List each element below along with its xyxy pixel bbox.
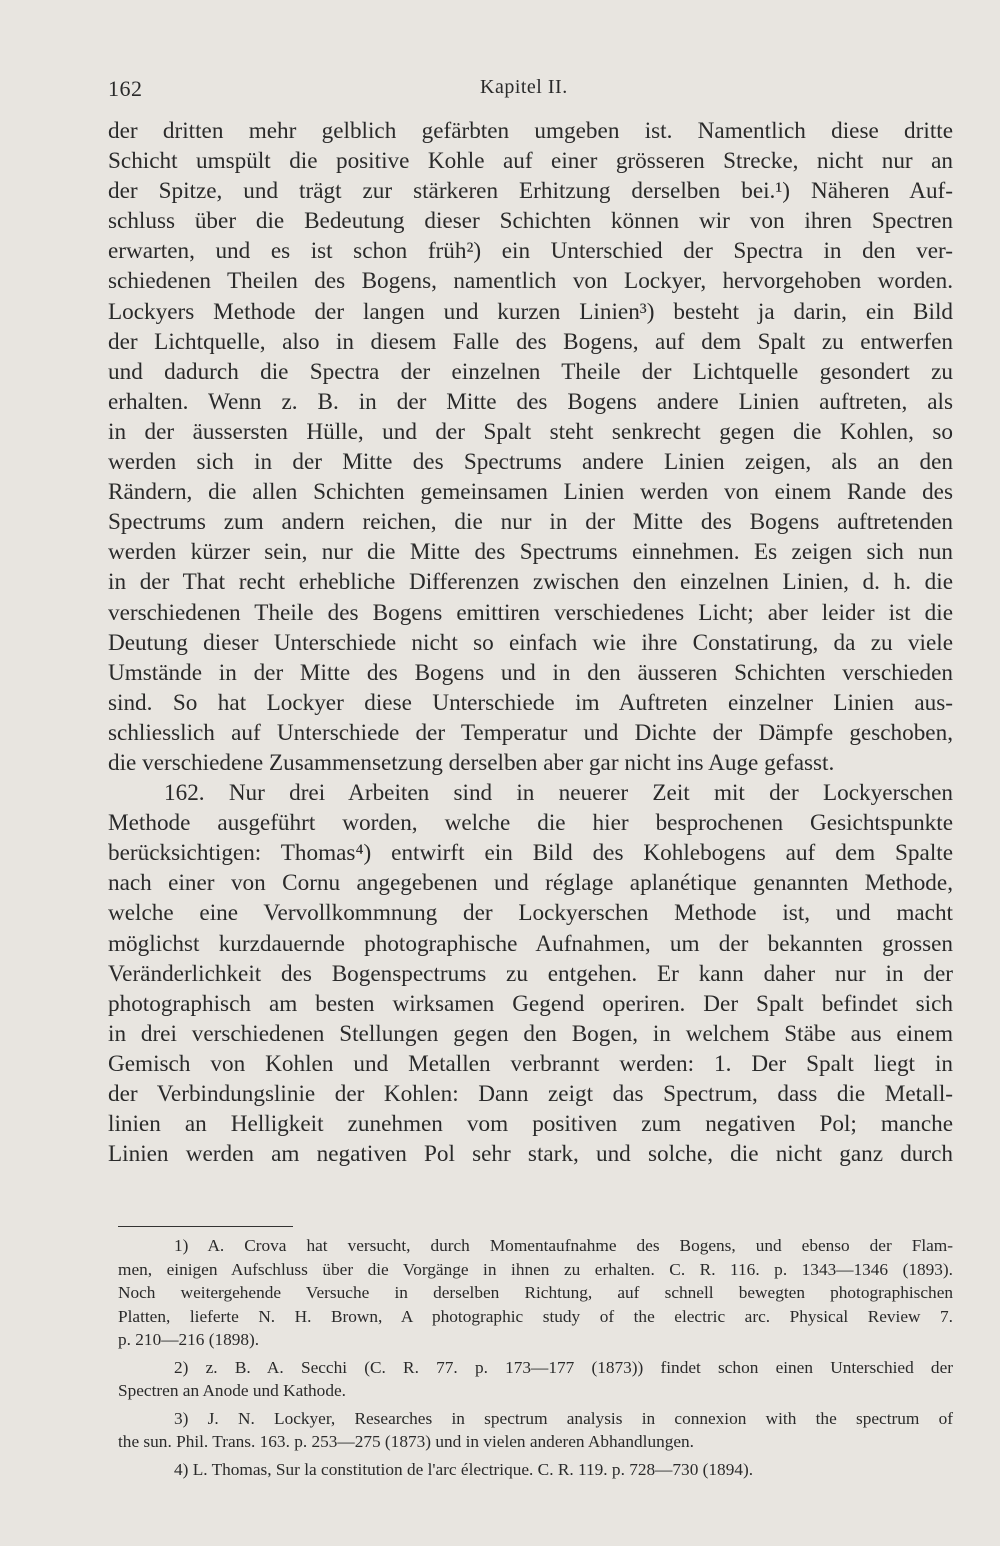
footnote-1-line: Noch weitergehende Versuche in derselben Richtung, auf schnell bewegten photographischen xyxy=(118,1283,953,1302)
body-line: Methode ausgeführt worden, welche die hier besprochenen Gesichtspunkte xyxy=(108,810,953,837)
body-line: sind. So hat Lockyer diese Unterschiede im Auftreten einzelner Linien aus- xyxy=(108,689,953,716)
body-line: und dadurch die Spectra der einzelnen Theile der Lichtquelle gesondert zu xyxy=(108,358,953,385)
footnote-1-line: Platten, lieferte N. H. Brown, A photographic study of the electric arc. Physical Review 7. xyxy=(118,1306,953,1326)
body-line: werden sich in der Mitte des Spectrums andere Linien zeigen, als an den xyxy=(108,449,953,476)
body-line: Schicht umspült die positive Kohle auf einer grösseren Strecke, nicht nur an xyxy=(108,148,953,175)
body-line: der Spitze, und trägt zur stärkeren Erhitzung derselben bei.¹) Näheren Auf- xyxy=(108,178,953,205)
body-line: werden kürzer sein, nur die Mitte des Spectrums einnehmen. Es zeigen sich nun xyxy=(108,539,953,566)
footnote-2-line: Spectren an Anode und Kathode. xyxy=(118,1381,346,1400)
footnote-1-line: 1) A. Crova hat versucht, durch Momentaufnahme des Bogens, und ebenso der Flam- xyxy=(174,1236,953,1255)
body-line: schliesslich auf Unterschiede der Temperatur und Dichte der Dämpfe geschoben, xyxy=(108,719,953,746)
body-line: Lockyers Methode der langen und kurzen Linien³) besteht ja darin, ein Bild xyxy=(108,298,953,325)
body-line: erhalten. Wenn z. B. in der Mitte des Bogens andere Linien auftreten, als xyxy=(108,388,953,415)
footnote-1-line: men, einigen Aufschluss über die Vorgänge in ihnen zu erhalten. C. R. 116. p. 1343—1346 (1893). xyxy=(118,1259,953,1279)
body-line: photographisch am besten wirksamen Gegend operiren. Der Spalt befindet sich xyxy=(108,990,953,1017)
body-line: in der That recht erhebliche Differenzen zwischen den einzelnen Linien, d. h. die xyxy=(108,569,953,596)
body-line: schluss über die Bedeutung dieser Schichten können wir von ihren Spectren xyxy=(108,208,953,235)
footnotes xyxy=(118,1234,953,1481)
body-line: der dritten mehr gelblich gefärbten umgeben ist. Namentlich diese dritte xyxy=(108,118,953,144)
body-line: schiedenen Theilen des Bogens, namentlich von Lockyer, hervorgehoben worden. xyxy=(108,268,953,295)
footnote-3-line: 3) J. N. Lockyer, Researches in spectrum analysis in connexion with the spectrum of xyxy=(174,1408,953,1428)
body-line: Gemisch von Kohlen und Metallen verbrannt werden: 1. Der Spalt liegt in xyxy=(108,1050,953,1077)
body-line: der Verbindungslinie der Kohlen: Dann zeigt das Spectrum, dass die Metall- xyxy=(108,1081,953,1107)
body-line: nach einer von Cornu angegebenen und réglage aplanétique genannten Methode, xyxy=(108,870,953,897)
body-line: welche eine Vervollkommnung der Lockyerschen Methode ist, und macht xyxy=(108,900,953,927)
body-line: verschiedenen Theile des Bogens emittiren verschiedenes Licht; aber leider ist die xyxy=(108,599,953,626)
body-line: in drei verschiedenen Stellungen gegen den Bogen, in welchem Stäbe aus einem xyxy=(108,1020,953,1047)
body-line: Linien werden am negativen Pol sehr stark, und solche, die nicht ganz durch xyxy=(108,1141,953,1168)
footnote-3-line: the sun. Phil. Trans. 163. p. 253—275 (1873) und in vielen anderen Abhandlungen. xyxy=(118,1432,694,1451)
body-line: Rändern, die allen Schichten gemeinsamen Linien werden von einem Rande des xyxy=(108,479,953,506)
running-head xyxy=(108,72,952,106)
body-line: Spectrums zum andern reichen, die nur in der Mitte des Bogens auftretenden xyxy=(108,509,953,536)
body-line: möglichst kurzdauernde photographische Aufnahmen, um der bekannten grossen xyxy=(108,930,953,957)
footnote-1-line: p. 210—216 (1898). xyxy=(118,1330,260,1349)
section-162-start: 162. Nur drei Arbeiten sind in neuerer Zeit mit der Lockyerschen xyxy=(164,780,953,807)
body-text xyxy=(108,116,953,1169)
body-line: Umstände in der Mitte des Bogens und in den äusseren Schichten verschieden xyxy=(108,659,953,686)
body-line: in der äussersten Hülle, und der Spalt steht senkrecht gegen die Kohlen, so xyxy=(108,418,953,445)
body-line: Deutung dieser Unterschiede nicht so einfach wie ihre Constatirung, da zu viele xyxy=(108,629,953,656)
body-line: Veränderlichkeit des Bogenspectrums zu entgehen. Er kann daher nur in der xyxy=(108,960,953,987)
footnote-2-line: 2) z. B. A. Secchi (C. R. 77. p. 173—177 (1873)) findet schon einen Unterschied der xyxy=(174,1357,953,1377)
page-number: 162 xyxy=(108,76,143,101)
body-line: berücksichtigen: Thomas⁴) entwirft ein Bild des Kohlebogens auf dem Spalte xyxy=(108,840,953,867)
footnote-rule xyxy=(118,1226,293,1227)
body-line: linien an Helligkeit zunehmen vom positiven zum negativen Pol; manche xyxy=(108,1111,953,1138)
body-line: der Lichtquelle, also in diesem Falle des Bogens, auf dem Spalt zu entwerfen xyxy=(108,328,953,355)
body-line: die verschiedene Zusammensetzung derselben aber gar nicht ins Auge gefasst. xyxy=(108,749,835,776)
chapter-title: Kapitel II. xyxy=(480,76,568,98)
body-line: erwarten, und es ist schon früh²) ein Unterschied der Spectra in den ver- xyxy=(108,238,953,265)
footnote-4-line: 4) L. Thomas, Sur la constitution de l'arc électrique. C. R. 119. p. 728—730 (1894). xyxy=(174,1459,754,1479)
